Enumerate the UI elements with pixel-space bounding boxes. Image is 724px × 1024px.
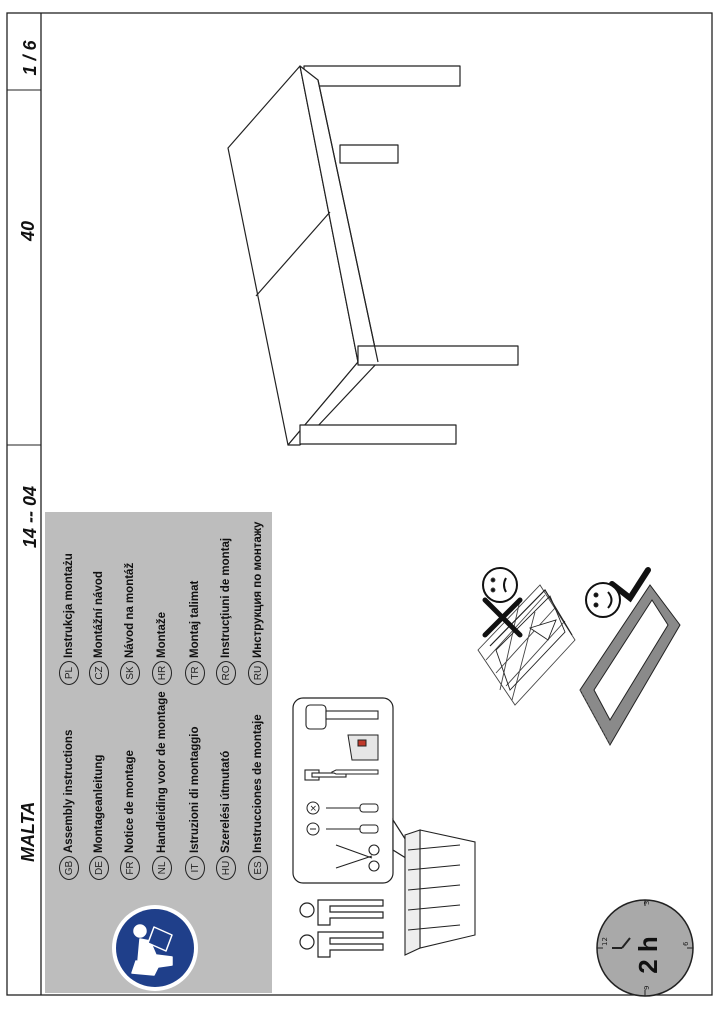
lang-label: Instrucţiuni de montaj — [220, 537, 232, 658]
lang-code-badge: ES — [248, 856, 268, 880]
table-drawing — [228, 66, 518, 445]
lang-code-badge: GB — [59, 856, 79, 880]
clock-number: 3 — [643, 900, 651, 905]
lang-code-badge: NL — [152, 856, 172, 880]
lang-code-badge: HR — [152, 661, 172, 685]
clock-number: 12 — [601, 937, 609, 946]
product-size: 40 — [18, 220, 38, 242]
lang-label: Montageanleitung — [93, 754, 105, 853]
pencil-icon — [332, 770, 378, 774]
product-name: MALTA — [18, 801, 38, 862]
drill-icon — [348, 735, 378, 760]
carpet-happy-face-icon — [580, 570, 680, 745]
lang-label: Handleiding voor de montage — [156, 691, 168, 853]
lang-code-badge: SK — [120, 661, 140, 685]
lang-code-badge: FR — [120, 856, 140, 880]
lang-label: Montaj talimat — [189, 580, 201, 658]
product-code: 14 -- 04 — [20, 485, 40, 549]
lang-label: Montaže — [156, 612, 168, 658]
lang-label: Návod na montáž — [124, 562, 136, 658]
lang-label: Notice de montage — [124, 750, 136, 853]
lang-label: Инструкция по монтажу — [252, 521, 264, 658]
lang-code-badge: RO — [216, 661, 236, 685]
two-persons-icon — [300, 900, 383, 957]
page-number: 1 / 6 — [20, 40, 40, 76]
clock-number: 9 — [643, 985, 651, 990]
svg-text:×: × — [309, 804, 318, 814]
lang-label: Instrukcja montażu — [63, 553, 75, 658]
lang-code-badge: DE — [89, 856, 109, 880]
lang-label: Instrucciones de montaje — [252, 714, 264, 853]
lang-label: Istruzioni di montaggio — [189, 726, 201, 853]
lang-label: Szerelési útmutató — [220, 750, 232, 853]
hard-floor-sad-face-icon — [478, 568, 575, 705]
lang-code-badge: RU — [248, 661, 268, 685]
lang-code-badge: TR — [185, 661, 205, 685]
lang-code-badge: IT — [185, 856, 205, 880]
assembly-time-label: 2 h — [633, 936, 663, 974]
clock-number: 6 — [682, 941, 690, 946]
lang-label: Assembly instructions — [63, 729, 75, 853]
lang-label: Montážní návod — [93, 571, 105, 658]
lang-code-badge: PL — [59, 661, 79, 685]
lang-code-badge: CZ — [89, 661, 109, 685]
package-boxes-icon — [405, 830, 475, 955]
lang-code-badge: HU — [216, 856, 236, 880]
